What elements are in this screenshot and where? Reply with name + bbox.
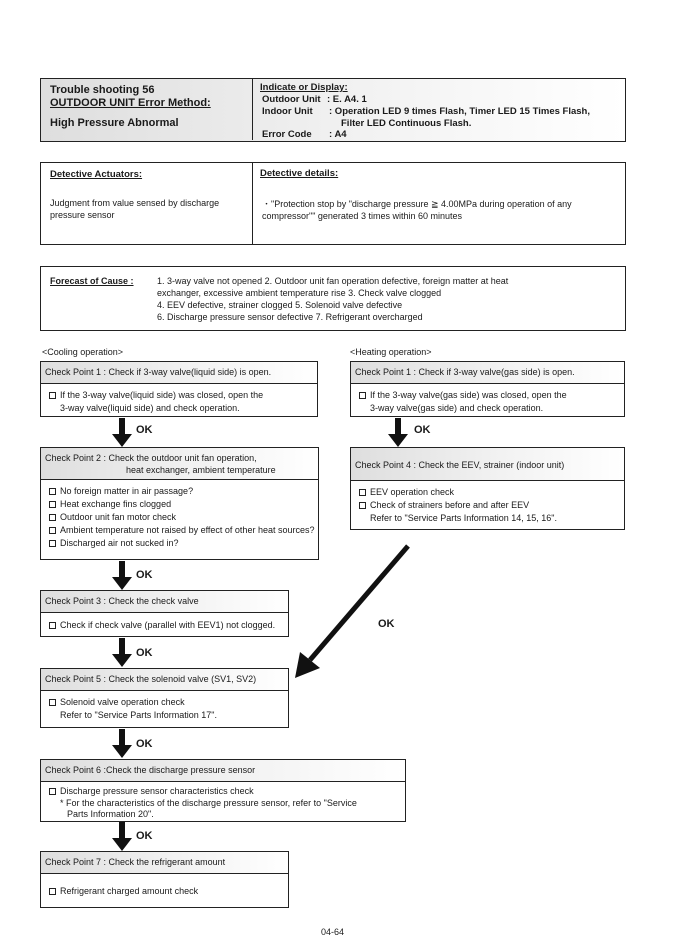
indoor-unit-value-2: Filter LED Continuous Flash.	[341, 118, 472, 129]
actuators-label: Detective Actuators:	[50, 169, 143, 180]
checklist-item: Check if check valve (parallel with EEV1) not clogged.	[49, 619, 280, 631]
checklist-note: * For the characteristics of the discharge pressure sensor, refer to "Service	[60, 798, 357, 808]
cp-title: Check Point 4 : Check the EEV, strainer (indoor unit)	[351, 448, 624, 481]
page-number: 04-64	[321, 927, 345, 937]
arrow-down-icon	[107, 822, 137, 852]
checklist-item: If the 3-way valve(liquid side) was closed, open the	[49, 389, 309, 401]
forecast-line-4: 6. Discharge pressure sensor defective 7. Refrigerant overcharged	[157, 312, 423, 322]
checklist-item: Solenoid valve operation check	[49, 696, 280, 708]
checklist-item: Discharge pressure sensor characteristics check	[49, 786, 397, 797]
indicate-label: Indicate or Display:	[260, 82, 348, 93]
checkbox-icon	[359, 392, 366, 399]
error-name: High Pressure Abnormal	[50, 117, 179, 129]
cp-title: Check Point 2 : Check the outdoor unit fan operation, heat exchanger, ambient temperature	[41, 448, 318, 480]
ok-label: OK	[136, 424, 153, 436]
outdoor-unit-label: Outdoor Unit	[262, 94, 321, 105]
forecast-line-2: exchanger, excessive ambient temperature rise 3. Check valve clogged	[157, 288, 442, 298]
arrow-down-icon	[107, 418, 137, 448]
cp-title: Check Point 6 :Check the discharge pressure sensor	[41, 760, 405, 782]
cp-title: Check Point 5 : Check the solenoid valve (SV1, SV2)	[41, 669, 288, 691]
checkbox-icon	[49, 501, 56, 508]
heating-label: <Heating operation>	[350, 347, 432, 357]
forecast-label: Forecast of Cause :	[50, 276, 134, 286]
ok-label: OK	[378, 618, 395, 630]
error-code-value: : A4	[329, 129, 347, 140]
indoor-unit-value: : Operation LED 9 times Flash, Timer LED 15 Times Flash,	[329, 106, 590, 117]
checklist-note: Refer to "Service Parts Information 14, 15, 16".	[370, 513, 557, 523]
arrow-down-icon	[383, 418, 413, 448]
checkbox-icon	[49, 888, 56, 895]
checklist-item: Outdoor unit fan motor check	[49, 511, 310, 523]
checkbox-icon	[49, 392, 56, 399]
arrow-down-icon	[107, 729, 137, 759]
checkbox-icon	[49, 514, 56, 521]
checklist-item: Ambient temperature not raised by effect of other heat sources?	[49, 524, 310, 536]
cp-title: Check Point 1 : Check if 3-way valve(gas side) is open.	[351, 362, 624, 384]
cooling-check-point-3	[40, 590, 289, 637]
detective-box	[40, 162, 626, 245]
arrow-down-icon	[107, 561, 137, 591]
indoor-unit-label: Indoor Unit	[262, 106, 313, 117]
heating-check-point-1	[350, 361, 625, 417]
cooling-check-point-6	[40, 759, 406, 822]
error-code-label: Error Code	[262, 129, 312, 140]
details-text: ・"Protection stop by "discharge pressure ≧ 4.00MPa during operation of any compressor"" generated 3 times within 60 minutes	[262, 199, 572, 221]
cooling-check-point-2	[40, 447, 319, 560]
cooling-check-point-5	[40, 668, 289, 728]
arrow-down-icon	[107, 638, 137, 668]
forecast-line-1: 1. 3-way valve not opened 2. Outdoor unit fan operation defective, foreign matter at heat	[157, 276, 509, 286]
checklist-item: Refrigerant charged amount check	[49, 885, 280, 897]
detective-details	[253, 163, 625, 244]
checklist-item: Check of strainers before and after EEV	[359, 499, 616, 511]
header-left	[41, 79, 253, 140]
checklist-note: 3-way valve(gas side) and check operation.	[370, 403, 544, 413]
checkbox-icon	[359, 502, 366, 509]
outdoor-unit-value: : E. A4. 1	[327, 94, 367, 105]
checkbox-icon	[49, 540, 56, 547]
cp-title: Check Point 3 : Check the check valve	[41, 591, 288, 613]
checkbox-icon	[49, 622, 56, 629]
checklist-item: No foreign matter in air passage?	[49, 485, 310, 497]
ok-label: OK	[136, 569, 153, 581]
cp-title: Check Point 1 : Check if 3-way valve(liquid side) is open.	[41, 362, 317, 384]
detective-actuators	[41, 163, 253, 244]
heating-check-point-4	[350, 447, 625, 530]
header-box	[40, 78, 626, 142]
ok-label: OK	[414, 424, 431, 436]
checkbox-icon	[49, 699, 56, 706]
checklist-note: Parts Information 20".	[67, 809, 154, 819]
checkbox-icon	[49, 788, 56, 795]
cooling-label: <Cooling operation>	[42, 347, 124, 357]
checklist-item: Heat exchange fins clogged	[49, 498, 310, 510]
cp-title: Check Point 7 : Check the refrigerant amount	[41, 852, 288, 874]
checkbox-icon	[359, 489, 366, 496]
details-label: Detective details:	[260, 168, 339, 179]
checklist-note: 3-way valve(liquid side) and check operation.	[60, 403, 240, 413]
error-method-label: OUTDOOR UNIT Error Method:	[50, 97, 211, 109]
checklist-item: If the 3-way valve(gas side) was closed, open the	[359, 389, 616, 401]
cooling-check-point-7	[40, 851, 289, 908]
ok-label: OK	[136, 830, 153, 842]
checklist-item: Discharged air not sucked in?	[49, 537, 310, 549]
header-right	[253, 79, 625, 140]
forecast-box	[40, 266, 626, 331]
checklist-item: EEV operation check	[359, 486, 616, 498]
ok-label: OK	[136, 738, 153, 750]
header-title: Trouble shooting 56	[50, 84, 155, 96]
checkbox-icon	[49, 527, 56, 534]
ok-label: OK	[136, 647, 153, 659]
checkbox-icon	[49, 488, 56, 495]
actuators-text: Judgment from value sensed by discharge pressure sensor	[50, 198, 220, 220]
checklist-note: Refer to "Service Parts Information 17".	[60, 710, 217, 720]
arrow-diagonal-icon	[290, 540, 415, 680]
cooling-check-point-1	[40, 361, 318, 417]
forecast-line-3: 4. EEV defective, strainer clogged 5. Solenoid valve defective	[157, 300, 403, 310]
